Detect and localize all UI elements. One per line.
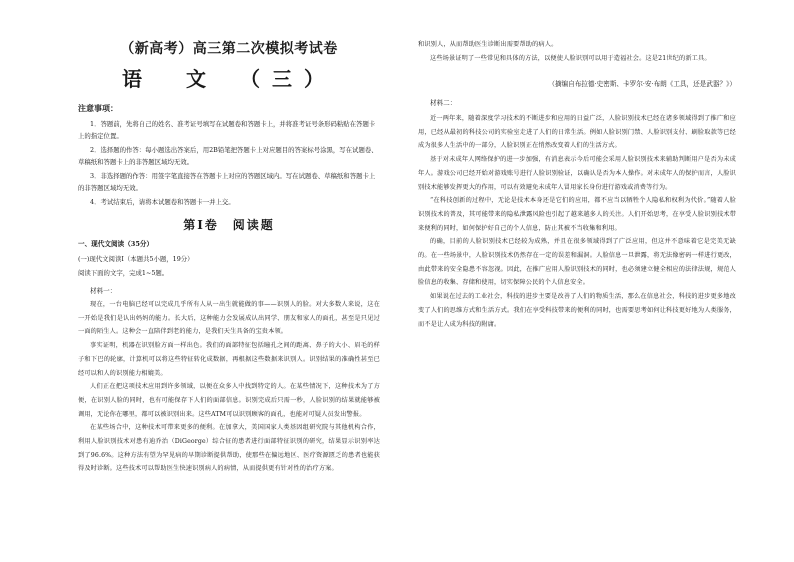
passage-paragraph: 基于对未成年人网络保护的进一步加强，有消息表示今后可能会采用人脸识别技术来辅助判断用户是否为未成年人。游戏公司已经开始对游戏账号进行人脸识别验证，以确认是否为本人操作。对未成年人的保护而言，人脸识别技术能够发挥更大的作用，可以有效避免未成年人冒用家长身份进行游戏或消费等行为。 [418, 156, 736, 191]
reading-instruction: 阅读下面的文字，完成1~5题。 [78, 269, 169, 277]
passage-paragraph: 如果说在过去的工业社会，科技的进步主要是改善了人们的物质生活，那么在信息社会，科技的进步更多地改变了人们的思维方式和生活方式。我们在享受科技带来的便利的同时，也需要思考如何让科技更好地为人类服务，而不是让人成为科技的附庸。 [418, 293, 736, 328]
passage-paragraph: “在科技创新的过程中，无论是技术本身还是它们的应用，都不应当以牺牲个人隐私和权利为代价。”随着人脸识别技术的普及，其可能带来的隐私泄露风险也引起了越来越多人的关注。人们开始思考，在享受人脸识别技术带来便利的同时，如何保护好自己的个人信息，防止其被不当收集和利用。 [418, 197, 736, 232]
material-2-body [418, 112, 736, 331]
notes-heading: 注意事项： [78, 103, 118, 113]
passage-paragraph: 在某些场合中，这种技术可带来更多的便利。在加拿大，美国国家人类基因组研究院与其他机构合作，利用人脸识别技术对患有迪乔治（DiGeorge）综合征的患者进行面部特征识别的研究，结果显示识别率达到了96.6%。这种方法有望为罕见病的早期诊断提供帮助，使那些在偏远地区、医疗资源匮乏的患者也能获得及时诊断。这些技术可以帮助医生快速识别病人的病情，从而提供更有针对性的治疗方案。 [78, 424, 380, 473]
material-2-label: 材料二： [430, 99, 457, 107]
passage-paragraph: 和识别人，从而帮助医生诊断出需要帮助的病人。 [418, 41, 558, 48]
passage-paragraph: 这些场景证明了一些常见和具体的方法，以便使人脸识别可以用于造福社会。这是21世纪的新工具。 [430, 54, 711, 62]
material-1-continued [418, 38, 736, 65]
material-1-label: 材料一： [90, 287, 117, 295]
subject-title: 语 文 （三） [122, 67, 336, 91]
sub-heading: (一)现代文阅读Ⅰ（本题共5小题，19分） [78, 255, 194, 263]
section-title: 第Ⅰ卷 阅读题 [183, 218, 275, 232]
passage-paragraph: 的确，目前的人脸识别技术已经较为成熟，并且在很多领域得到了广泛应用，但这并不意味着它是完美无缺的。在一些场景中，人脸识别技术仍然存在一定的误差和漏洞。人脸信息一旦泄露，将无法像密码一样进行更改，由此带来的安全隐患不容忽视。因此，在推广应用人脸识别技术的同时，也必须建立健全相应的法律法规，规范人脸信息的收集、存储和使用，切实保障公民的个人信息安全。 [418, 238, 736, 287]
note-item: 1．答题前，先将自己的姓名、准考证号填写在试题卷和答题卡上，并将准考证号条形码粘贴在答题卡上的指定位置。 [78, 120, 376, 140]
note-item: 4．考试结束后，请将本试题卷和答题卡一并上交。 [90, 198, 235, 206]
material-1-body [78, 298, 380, 476]
note-item: 3．非选择题的作答：用签字笔直接答在答题卡上对应的答题区域内。写在试题卷、草稿纸和答题卡上的非答题区域均无效。 [78, 172, 376, 192]
part-heading: 一、现代文阅读（35分） [78, 240, 154, 248]
passage-paragraph: 人们正在把这项技术应用到许多领域，以便在众多人中找到特定的人。在某些情况下，这种技术为了方便，在识别人脸的同时，也有可能保存下人们的面部信息。识别完成后只需一秒，人脸识别的结果就能够被调用，无论你在哪里，都可以被识别出来。这些ATM可以识别顾客的面孔，也能对可疑人员发出警报。 [78, 383, 380, 418]
notes-list [78, 118, 380, 210]
passage-paragraph: 近一两年来，随着深度学习技术的不断进步和应用的日益广泛，人脸识别技术已经在诸多领域得到了推广和应用，已经从最初的科技公司的实验室走进了人们的日常生活。例如人脸识别门禁、人脸识别支付、刷脸取款等已经成为很多人生活中的一部分，人脸识别正在悄然改变着人们的生活方式。 [418, 115, 736, 150]
note-item: 2．选择题的作答：每小题选出答案后，用2B铅笔把答题卡上对应题目的答案标号涂黑，写在试题卷、草稿纸和答题卡上的非答题区域均无效。 [78, 146, 378, 166]
passage-paragraph: 事实证明，机器在识别脸方面一样出色。我们的面部特征包括瞳孔之间的距离、鼻子的大小、眉毛的样子和下巴的轮廓，计算机可以将这些特征转化成数据，再根据这些数据来识别人。识别结果的准确性甚至已经可以和人的识别能力相媲美。 [78, 342, 380, 377]
passage-paragraph: 现在，一台电脑已经可以完成几乎所有人从一出生就能做的事——识别人的脸。对大多数人来说，这在一开始是我们是认出妈妈的能力。长大后，这种能力会发展成认出同学、朋友和家人的面孔，甚至是只见过一面的陌生人。这种会一直陪伴到老的能力，是我们天生具备的宝贵本领。 [78, 301, 380, 336]
source-citation: （摘编自布拉德·史密斯、卡罗尔·安·布朗《工具，还是武器？》） [548, 80, 736, 88]
exam-header: （新高考）高三第二次模拟考试卷 [120, 41, 338, 57]
